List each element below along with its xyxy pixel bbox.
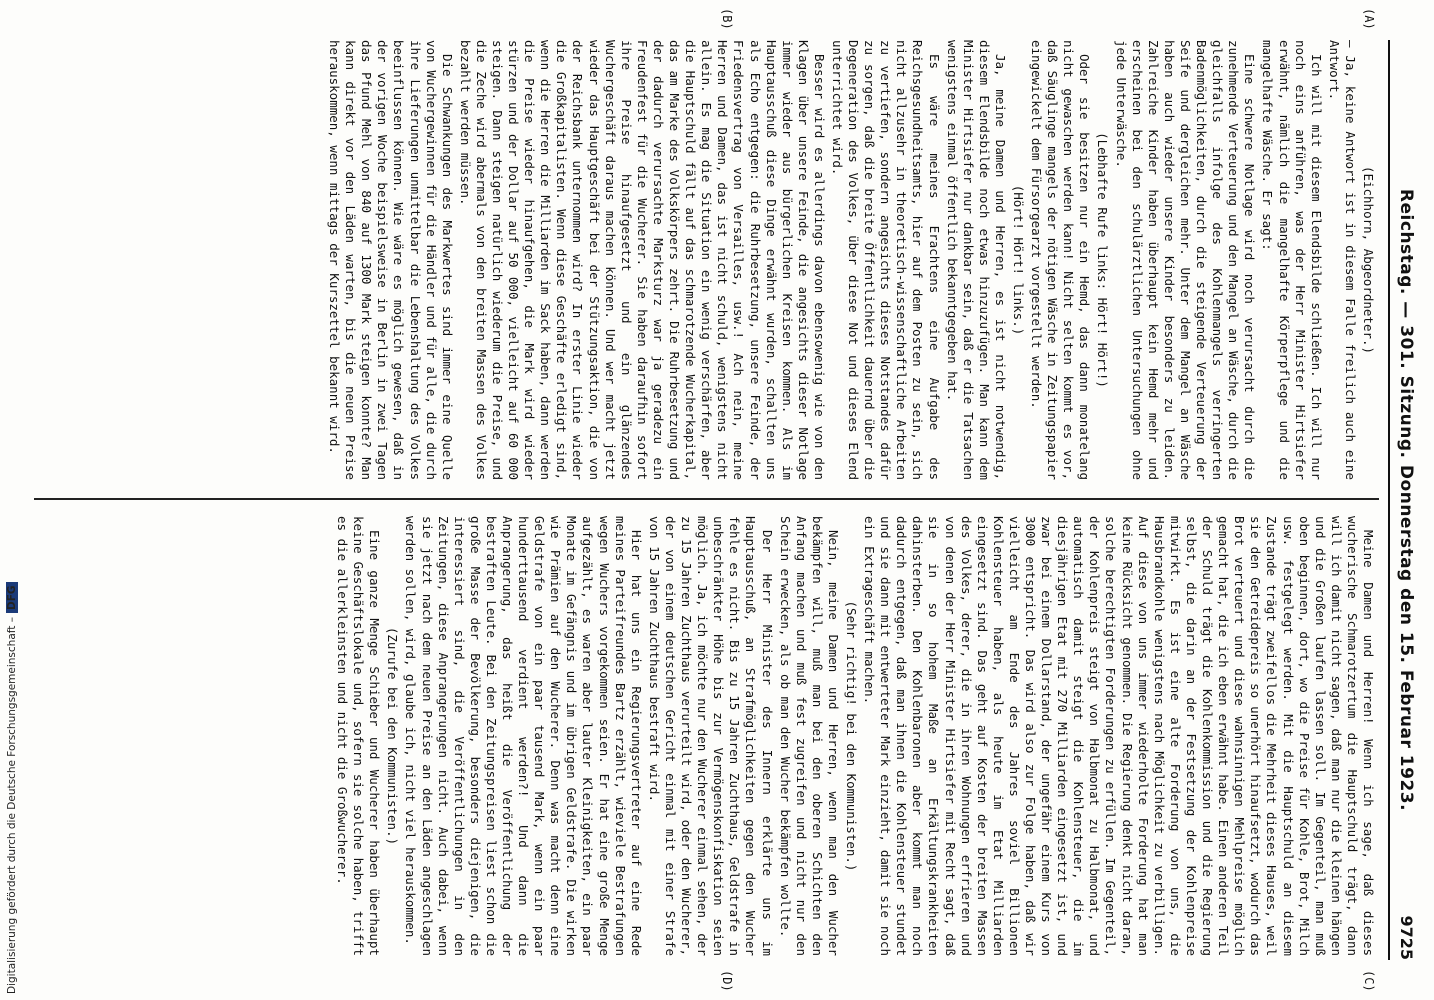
column-divider (34, 498, 1379, 500)
margin-marker-b: (B) (720, 8, 734, 30)
speaker-label: (Eichhorn, Abgeordneter.) (1361, 165, 1376, 355)
page-header (1388, 40, 1416, 960)
paragraph: Besser wird es allerdings davon ebensowenig wie von den Klagen über unsere Feinde, die angesichts dieser Notlage immer wieder aus bürgerlichen Kreisen kommen. Als im Hauptausschuß diese Dinge erwähnt wurden, schallten uns als Echo entgegen: die Ruhrbesetzung, unsere Feinde, der Friedensvertrag von Versailles, usw.! Ach nein, meine Herren und Damen, das ist nicht schuld, wenigstens nicht allein. Es mag die Situation ein wenig verschärfen, aber die Hauptschuld fällt auf das schmarotzende Wucherkapital, das am Marke des Volkskörpers zehrt. Die Ruhrbesetzung und der dadurch verursachte Marksturz war ja geradezu ein Freudenfest für die Wucherer. Sie haben daraufhin sofort ihre Preise hinaufgesetzt und ein glänzendes Wuchergeschäft daraus machen können. Und wer macht jetzt wieder das Hauptgeschäft bei der Stützungsaktion, die von der Reichsbank unternommen wird? In erster Linie wieder die Großkapitalisten. Wenn diese Geschäfte erledigt sind, wenn die Herren die Milliarden im Sack haben, dann werden die Preise wieder hinaufgehen, die Mark wird wieder stürzen und der Dollar auf 50 000, vielleicht auf 60 000 steigen. Dann steigen natürlich wiederum die Preise, und die Zeche wird abermals von den breiten Massen des Volkes bezahlt werden müssen. (457, 40, 827, 480)
paragraph: Meine Damen und Herren! Wenn ich sage, daß dieses wucherische Schmarotzertum die Hauptschuld trägt, dann will ich damit nicht sagen, daß man nur die kleinen hängen und die Großen laufen lassen soll. Im Gegenteil, man muß oben beginnen, dort, wo die Preise für Kohle, Brot, Milch usw. festgelegt werden. Mit die Hauptschuld an diesem Zustande trägt zweifellos die Mehrheit dieses Hauses, weil sie den Getreidepreis so unerhört hinaufsetzt, wodurch das Brot verteuert und diese wahnsinnigen Mehlpreise möglich gemacht hat, die ich eben erwähnt habe. Einen anderen Teil der Schuld trägt die Kohlenkommission und die Regierung selbst, die darin an der Festsetzung der Kohlenpreise mitwirkt. Es ist eine alte Forderung von uns, die Hausbrandkohle wenigstens nach Möglichkeit zu verbilligen. Auf diese von uns immer wiederholte Forderung hat man keine Rücksicht genommen. Die Regierung denkt nicht daran, solche berechtigten Forderungen zu erfüllen. Im Gegenteil, der Kohlenpreis steigt von Halbmonat zu Halbmonat, und automatisch damit steigt die Kohlensteuer, die im diesjährigen Etat mit 270 Milliarden eingesetzt ist, und zwar bei einem Dollarstand, der ungefähr einem Kurs von 3000 entspricht. Das wird also zur Folge haben, daß wir vielleicht am Ende des Jahres soviel Billionen Kohlensteuer haben, als heute im Etat Milliarden eingesetzt sind. Das geht auf Kosten der breiten Massen des Volkes, derer, die in ihren Wohnungen erfrieren und von denen der Herr Minister Hirtsiefer mit Recht sagt, daß sie in so hohem Maße an Erkältungskrankheiten dahinsterben. Den Kohlenbaronen aber kommt man noch dadurch entgegen, daß man ihnen die Kohlensteuer stundet und sie dann mit entwerteter Mark einzieht, damit sie noch ein Extrageschäft machen. (862, 516, 1376, 956)
paragraph: Eine schwere Notlage wird noch verursacht durch die zunehmende Verteuerung und den Mangel an Wäsche, durch die gleichfalls infolge des Kohlenmangels verringerten Badenmöglichkeiten, durch die steigende Verteuerung der Seife und dergleichen mehr. Unter dem Mangel an Wäsche haben auch wieder unsere Kinder besonders zu leiden. Zahlreiche Kinder haben überhaupt kein Hemd mehr und erscheinen bei den schulärztlichen Untersuchungen ohne jede Unterwäsche. (1113, 40, 1258, 480)
margin-marker-d: (D) (720, 970, 734, 992)
interjection: (Hört! Hört! links.) (1011, 184, 1027, 336)
credit-text-wrapper (6, 583, 18, 995)
paragraph: Eine ganze Menge Schieber und Wucherer haben überhaupt keine Geschäftslokale und, sofern sie solche haben, trifft es die allerkleinsten und nicht die Großwucherer. (335, 516, 383, 956)
paragraph: Es wäre meines Erachtens eine Aufgabe des Reichsgesundheitsamts, hier auf dem Posten zu sein, sich nicht allzusehr in theoretisch-wissenschaftliche Arbeiten zu vertiefen, sondern angesichts dieses Notstandes dafür zu sorgen, daß die breite Öffentlichkeit dauernd über die Degeneration des Volkes, über diese Not und dieses Elend unterrichtet wird. (830, 40, 942, 480)
margin-marker-a: (A) (1362, 8, 1376, 30)
paragraph: Nein, meine Damen und Herren, wenn man den Wucher bekämpfen will, muß man bei den oberen Schichten den Anfang machen und muß fest zugreifen und nicht nur den Schein erwecken, als ob man den Wucher bekämpfen wollte. (777, 516, 841, 956)
credit-text: Digitalisierung gefördert durch die Deutsche Forschungsgemeinschaft – (6, 617, 18, 994)
left-column (324, 40, 1376, 480)
dfg-logo: DFG (6, 583, 18, 614)
paragraph: Die Schwankungen des Markwertes sind immer eine Quelle von Wuchergewinnen für die Händler und für alle, die durch ihre Lieferungen unmittelbar die Lebenshaltung des Volkes beeinflussen können. Wie wäre es möglich gewesen, daß in der vorigen Woche beispielsweise in Berlin in zwei Tagen das Pfund Mehl von 840 auf 1300 Mark steigen konnte? Man kann direkt vor den Läden warten, bis die neuen Preise herauskommen, wenn mittags der Kurszettel bekannt wird. (327, 40, 455, 480)
interjection: (Sehr richtig! bei den Kommunisten.) (844, 600, 859, 872)
digitization-credit (0, 0, 20, 1000)
interjection: (Lebhafte Rufe links: Hört! Hört!) (1095, 132, 1111, 388)
paragraph: Oder sie besitzen nur ein Hemd, das dann monatelang nicht gewaschen werden kann! Nicht selten kommt es vor, daß Säuglinge mangels der nötigen Wäsche in Zeitungspapier eingewickelt dem Fürsorgearzt vorgestellt werden. (1029, 40, 1093, 480)
header-title: Reichstag. — 301. Sitzung. Donnerstag den 15. Februar 1923. (1396, 188, 1416, 812)
paragraph: Hier hat uns ein Regierungsvertreter auf eine Rede meines Parteifreundes Bartz erzählt, wieviele Bestrafungen wegen Wuchers vorgekommen seien. Er hat eine große Menge aufgezählt, es waren aber lauter Kleinigkeiten, ein paar Monate im Gefängnis und im übrigen Geldstrafe. Die wirken wie Prämien auf den Wucherer. Denn was macht denn eine Geldstrafe von ein paar tausend Mark, wenn ein paar hunderttausend verdient werden?! Und dann die Anprangerung, das heißt die Veröffentlichung der bestraften Leute. Bei den Zeitungspreisen liest schon die große Masse der Bevölkerung, besonders diejenigen, die interessiert sind, die Veröffentlichungen in den Zeitungen, diese Anprangerungen nicht. Auch dabei, wenn sie jetzt nach dem neuen Preise an den Läden angeschlagen werden sollen, wird, glaube ich, nicht viel herauskommen. (403, 516, 644, 956)
paragraph: Der Herr Minister des Innern erklärte uns im Hauptausschuß, an Strafmöglichkeiten gegen den Wucher fehle es nicht. Bis zu 15 Jahren Zuchthaus, Geldstrafe in unbeschränkter Höhe bis zur Vermögenskonfiskation seien möglich. Ja, ich möchte nur den Wucherer einmal sehen, der zu 15 Jahren Zuchthaus verurteilt wird, oder den Wucherer, der von einem deutschen Gericht einmal mit einer Strafe von 15 Jahren Zuchthaus bestraft wird. (646, 516, 775, 956)
page-number: 9725 (1397, 915, 1416, 960)
paragraph: Ich will mit diesem Elendsbilde schließen. Ich will nur noch eins anführen, was der Herr Minister Hirtsiefer erwähnt, nämlich die mangelhafte Körperpflege und die mangelhafte Wäsche. Er sagt: (1260, 40, 1324, 480)
paragraph: Ja, meine Damen und Herren, es ist nicht notwendig, diesem Elendsbilde noch etwas hinzuzufügen. Man kann dem Minister Hirtsiefer nur dankbar sein, daß er die Tatsachen wenigstens einmal öffentlich bekanntgegeben hat. (944, 40, 1008, 480)
right-column (332, 516, 1376, 956)
margin-marker-c: (C) (1362, 970, 1376, 992)
paragraph: — Ja, keine Antwort ist in diesem Falle freilich auch eine Antwort. (1326, 40, 1358, 480)
interjection: (Zurufe bei den Kommunisten.) (385, 626, 401, 846)
